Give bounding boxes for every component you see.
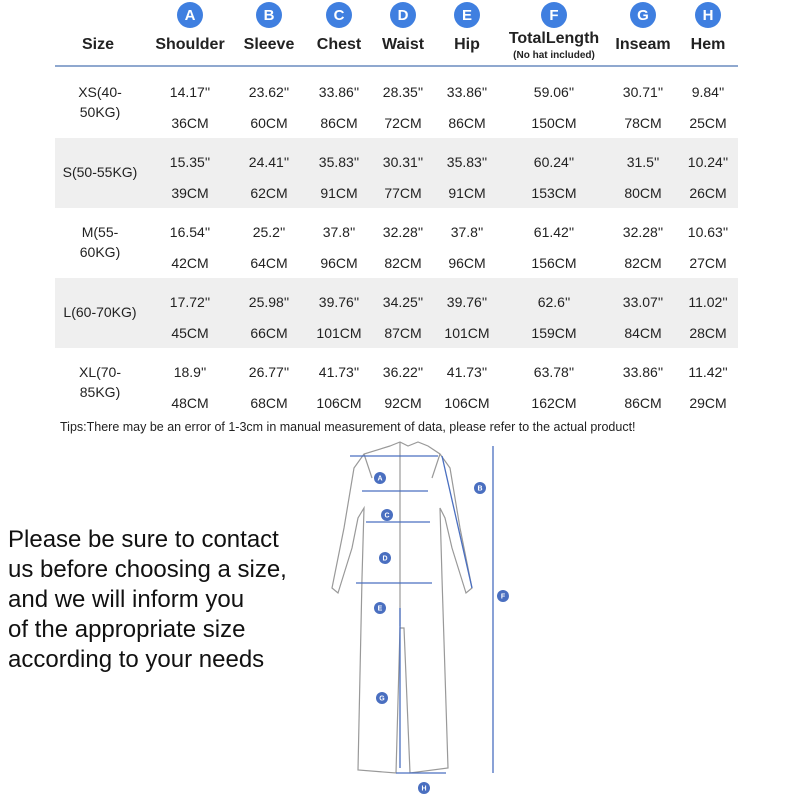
column-header-size: Size	[81, 36, 115, 53]
cell-inch-total: 63.78''	[533, 364, 575, 380]
cell-cm-sleeve: 60CM	[250, 115, 288, 131]
table-row	[55, 138, 738, 208]
cell-inch-inseam: 31.5''	[626, 154, 660, 170]
cell-inch-waist: 30.31''	[382, 154, 424, 170]
cell-inch-inseam: 32.28''	[622, 224, 664, 240]
column-header-sleeve: Sleeve	[243, 36, 295, 53]
column-badge-hip: E	[454, 2, 480, 28]
cell-cm-shoulder: 42CM	[171, 255, 209, 271]
cell-cm-hip: 86CM	[448, 115, 486, 131]
cell-inch-chest: 37.8''	[322, 224, 356, 240]
table-row	[55, 348, 738, 418]
cell-cm-inseam: 82CM	[624, 255, 662, 271]
cell-cm-waist: 77CM	[384, 185, 422, 201]
column-badge-waist: D	[390, 2, 416, 28]
cell-inch-shoulder: 14.17''	[169, 84, 211, 100]
cell-inch-waist: 36.22''	[382, 364, 424, 380]
diagram-badge: A	[377, 475, 383, 483]
cell-inch-hem: 9.84''	[691, 84, 725, 100]
size-label-line: XS(40-	[78, 84, 122, 100]
diagram-badge: G	[379, 695, 385, 703]
cell-cm-waist: 92CM	[384, 395, 422, 411]
cell-cm-waist: 72CM	[384, 115, 422, 131]
column-badge-hem: H	[695, 2, 721, 28]
column-header-total: TotalLength	[508, 30, 600, 47]
cell-cm-hip: 101CM	[444, 325, 490, 341]
cell-cm-sleeve: 64CM	[250, 255, 288, 271]
size-label-line: 60KG)	[79, 244, 121, 260]
cell-cm-hem: 26CM	[689, 185, 727, 201]
cell-inch-waist: 34.25''	[382, 294, 424, 310]
cell-cm-chest: 101CM	[316, 325, 362, 341]
column-badge-total: F	[541, 2, 567, 28]
cell-cm-total: 159CM	[531, 325, 577, 341]
cell-cm-inseam: 84CM	[624, 325, 662, 341]
table-row	[55, 208, 738, 278]
cell-cm-chest: 106CM	[316, 395, 362, 411]
column-badge-sleeve: B	[256, 2, 282, 28]
cell-cm-inseam: 86CM	[624, 395, 662, 411]
column-badge-shoulder: A	[177, 2, 203, 28]
cell-inch-sleeve: 23.62''	[248, 84, 290, 100]
cell-cm-sleeve: 66CM	[250, 325, 288, 341]
cell-cm-shoulder: 45CM	[171, 325, 209, 341]
cell-inch-waist: 28.35''	[382, 84, 424, 100]
size-label	[55, 82, 145, 122]
cell-inch-hem: 11.42''	[688, 364, 728, 380]
cell-cm-sleeve: 68CM	[250, 395, 288, 411]
cell-cm-hip: 106CM	[444, 395, 490, 411]
cell-inch-chest: 39.76''	[318, 294, 360, 310]
size-label	[55, 362, 145, 402]
size-label-line: 85KG)	[79, 384, 121, 400]
cell-cm-inseam: 80CM	[624, 185, 662, 201]
cell-inch-inseam: 33.07''	[622, 294, 664, 310]
size-label-line: M(55-	[81, 224, 119, 240]
diagram-badge: B	[477, 485, 483, 493]
cell-inch-waist: 32.28''	[382, 224, 424, 240]
cell-inch-shoulder: 18.9''	[173, 364, 207, 380]
cell-inch-hem: 10.63''	[687, 224, 729, 240]
cell-cm-shoulder: 36CM	[171, 115, 209, 131]
cell-inch-total: 61.42''	[533, 224, 575, 240]
cell-cm-shoulder: 39CM	[171, 185, 209, 201]
size-label-line: 50KG)	[79, 104, 121, 120]
cell-cm-chest: 91CM	[320, 185, 358, 201]
column-header-hip: Hip	[454, 36, 480, 53]
note-line: Please be sure to contact	[8, 526, 279, 553]
cell-inch-hip: 35.83''	[446, 154, 488, 170]
cell-inch-hem: 11.02''	[688, 294, 728, 310]
diagram-badge: D	[382, 555, 388, 563]
diagram-badge: C	[384, 512, 390, 520]
cell-inch-inseam: 33.86''	[622, 364, 664, 380]
cell-cm-hem: 29CM	[689, 395, 727, 411]
cell-inch-hem: 10.24''	[687, 154, 729, 170]
table-row	[55, 278, 738, 348]
size-label-line: S(50-55KG)	[62, 164, 138, 180]
column-header-shoulder: Shoulder	[155, 36, 225, 53]
size-label	[55, 302, 145, 322]
tips-text: Tips:There may be an error of 1-3cm in manual measurement of data, please refer to the actual product!	[60, 420, 636, 434]
contact-note	[8, 525, 287, 675]
cell-inch-chest: 41.73''	[318, 364, 360, 380]
column-subheader-total: (No hat included)	[513, 50, 595, 61]
column-header-hem: Hem	[690, 36, 726, 53]
cell-cm-hip: 91CM	[448, 185, 486, 201]
cell-inch-total: 60.24''	[533, 154, 575, 170]
note-line: of the appropriate size	[8, 616, 246, 643]
cell-cm-chest: 86CM	[320, 115, 358, 131]
cell-inch-sleeve: 26.77''	[248, 364, 290, 380]
cell-cm-total: 162CM	[531, 395, 577, 411]
column-badge-inseam: G	[630, 2, 656, 28]
cell-cm-waist: 87CM	[384, 325, 422, 341]
cell-inch-hip: 41.73''	[446, 364, 488, 380]
cell-inch-total: 59.06''	[533, 84, 575, 100]
cell-cm-hem: 25CM	[689, 115, 727, 131]
column-header-inseam: Inseam	[615, 36, 671, 53]
cell-inch-sleeve: 24.41''	[248, 154, 290, 170]
size-label	[55, 222, 145, 262]
header-divider	[55, 65, 738, 67]
cell-inch-sleeve: 25.2''	[252, 224, 286, 240]
cell-inch-hip: 33.86''	[446, 84, 488, 100]
size-label	[55, 162, 145, 182]
note-line: us before choosing a size,	[8, 556, 287, 583]
cell-inch-hip: 39.76''	[446, 294, 488, 310]
column-header-chest: Chest	[316, 36, 362, 53]
cell-inch-shoulder: 16.54''	[169, 224, 211, 240]
cell-cm-hem: 27CM	[689, 255, 727, 271]
cell-cm-chest: 96CM	[320, 255, 358, 271]
note-line: according to your needs	[8, 646, 265, 673]
cell-cm-hip: 96CM	[448, 255, 486, 271]
cell-inch-inseam: 30.71''	[622, 84, 664, 100]
column-header-waist: Waist	[381, 36, 425, 53]
size-label-line: L(60-70KG)	[63, 304, 137, 320]
jumpsuit-measurement-diagram	[300, 438, 530, 798]
note-line: and we will inform you	[8, 586, 245, 613]
diagram-badge: F	[500, 593, 506, 601]
cell-cm-total: 153CM	[531, 185, 577, 201]
size-label-line: XL(70-	[78, 364, 122, 380]
cell-cm-sleeve: 62CM	[250, 185, 288, 201]
cell-inch-shoulder: 17.72''	[169, 294, 211, 310]
cell-inch-chest: 35.83''	[318, 154, 360, 170]
diagram-badge: H	[421, 785, 427, 793]
table-row	[55, 68, 738, 138]
cell-inch-sleeve: 25.98''	[248, 294, 290, 310]
cell-inch-hip: 37.8''	[450, 224, 484, 240]
diagram-badge: E	[377, 605, 383, 613]
cell-cm-total: 156CM	[531, 255, 577, 271]
cell-cm-inseam: 78CM	[624, 115, 662, 131]
cell-inch-total: 62.6''	[537, 294, 571, 310]
cell-cm-shoulder: 48CM	[171, 395, 209, 411]
column-badge-chest: C	[326, 2, 352, 28]
cell-cm-waist: 82CM	[384, 255, 422, 271]
cell-inch-chest: 33.86''	[318, 84, 360, 100]
cell-inch-shoulder: 15.35''	[169, 154, 211, 170]
cell-cm-total: 150CM	[531, 115, 577, 131]
cell-cm-hem: 28CM	[689, 325, 727, 341]
